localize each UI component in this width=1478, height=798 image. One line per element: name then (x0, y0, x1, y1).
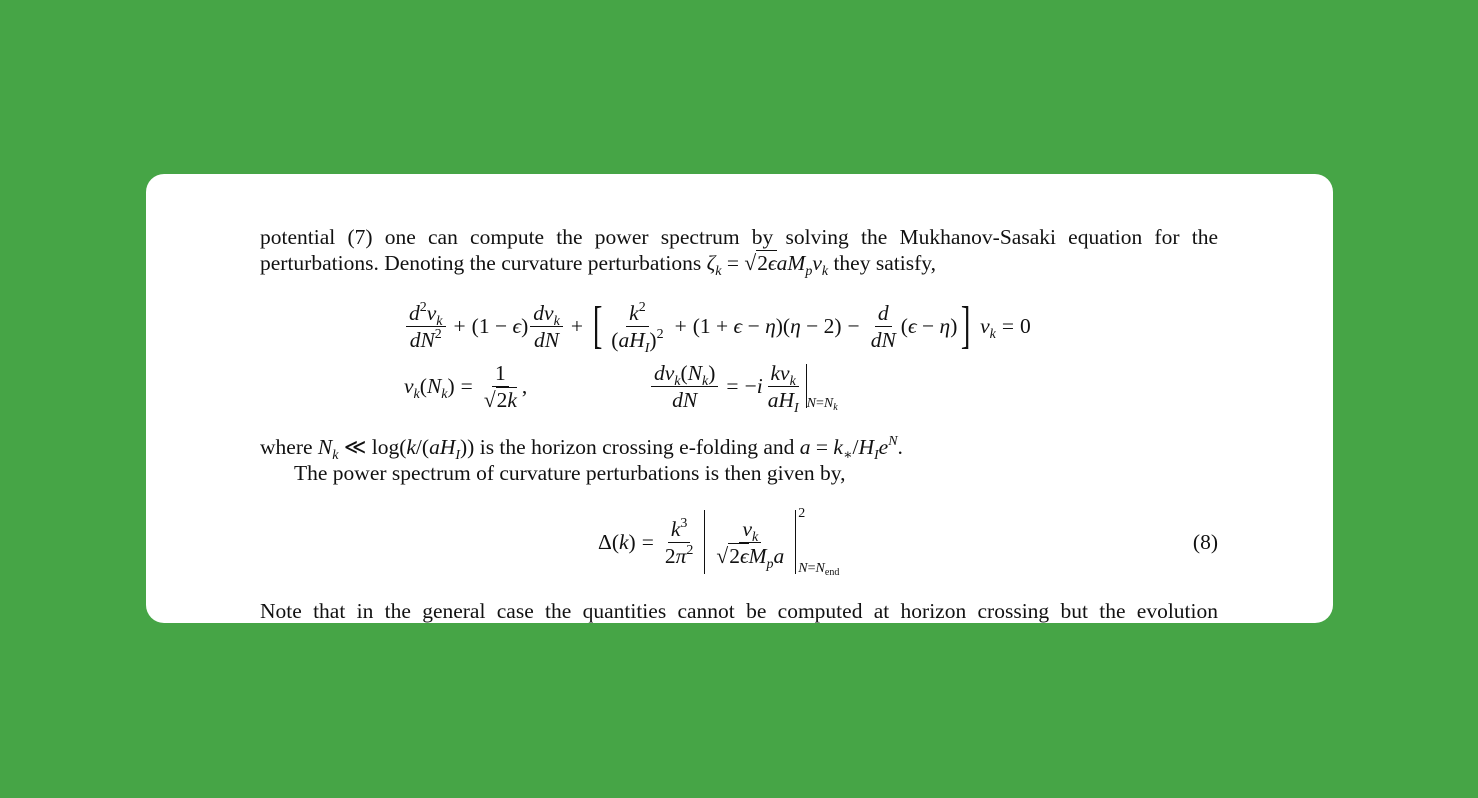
equation-number-8: (8) (1192, 530, 1218, 554)
text-line-2-post: they satisfy, (833, 251, 936, 275)
nk-condition: $N_k$ ≪ $\log(k/(aH_I))$ (317, 435, 475, 463)
initial-condition-derivative: $\frac{dv_k(N_k)}{dN}$ = − i $\frac{kv_k}{aH_I}$ $N=N_k$ (649, 358, 838, 414)
where-line-mid: is the horizon crossing e-folding and (479, 435, 795, 459)
text-paragraph-2: The power spectrum of curvature perturbations is then given by, (294, 461, 846, 485)
paper-card (146, 174, 1333, 623)
where-word: where (260, 435, 313, 459)
text-line-2-pre: perturbations. Denoting the curvature perturbations (260, 251, 702, 275)
scale-factor-definition: $a = k_∗/H_Ie^N$ (799, 434, 898, 463)
text-where-line: where $N_k$ ≪ $\log(k/(aH_I))$ is the horizon crossing e-folding and $a = k_∗/H_Ie^N$. (260, 434, 903, 463)
mukhanov-sasaki-equation: $\frac{d^2v_k}{dN^2}$ + (1 − ϵ ) $\frac{dv_k}{dN}$ + [ $\frac{k^2}{(aH_I)^2}$ + (1 + ϵ − η )( η − 2) − $\frac{d}{dN}$ ( ϵ − η ) ] $v_k$ = 0 (404, 298, 1031, 354)
zeta-definition: $\zeta_k = √2\epsilon aM_pv_k$ (706, 251, 829, 279)
power-spectrum-equation: Δ( k ) = $\frac{k^3}{2\pi^2}$ $\frac{v_k}{√2\epsilon M_pa}$ 2 $N=N_{end}$ (598, 506, 840, 578)
text-line-1: potential (7) one can compute the power spectrum by solving the Mukhanov-Sasaki equation for the (260, 225, 1218, 249)
initial-condition-vk: $v_k$ ( $N_k$ ) = $\frac{1}{√2k}$ , (404, 360, 528, 412)
text-line-2 (260, 250, 1218, 279)
text-last-line: Note that in the general case the quantities cannot be computed at horizon crossing but the evolution (260, 599, 1218, 623)
